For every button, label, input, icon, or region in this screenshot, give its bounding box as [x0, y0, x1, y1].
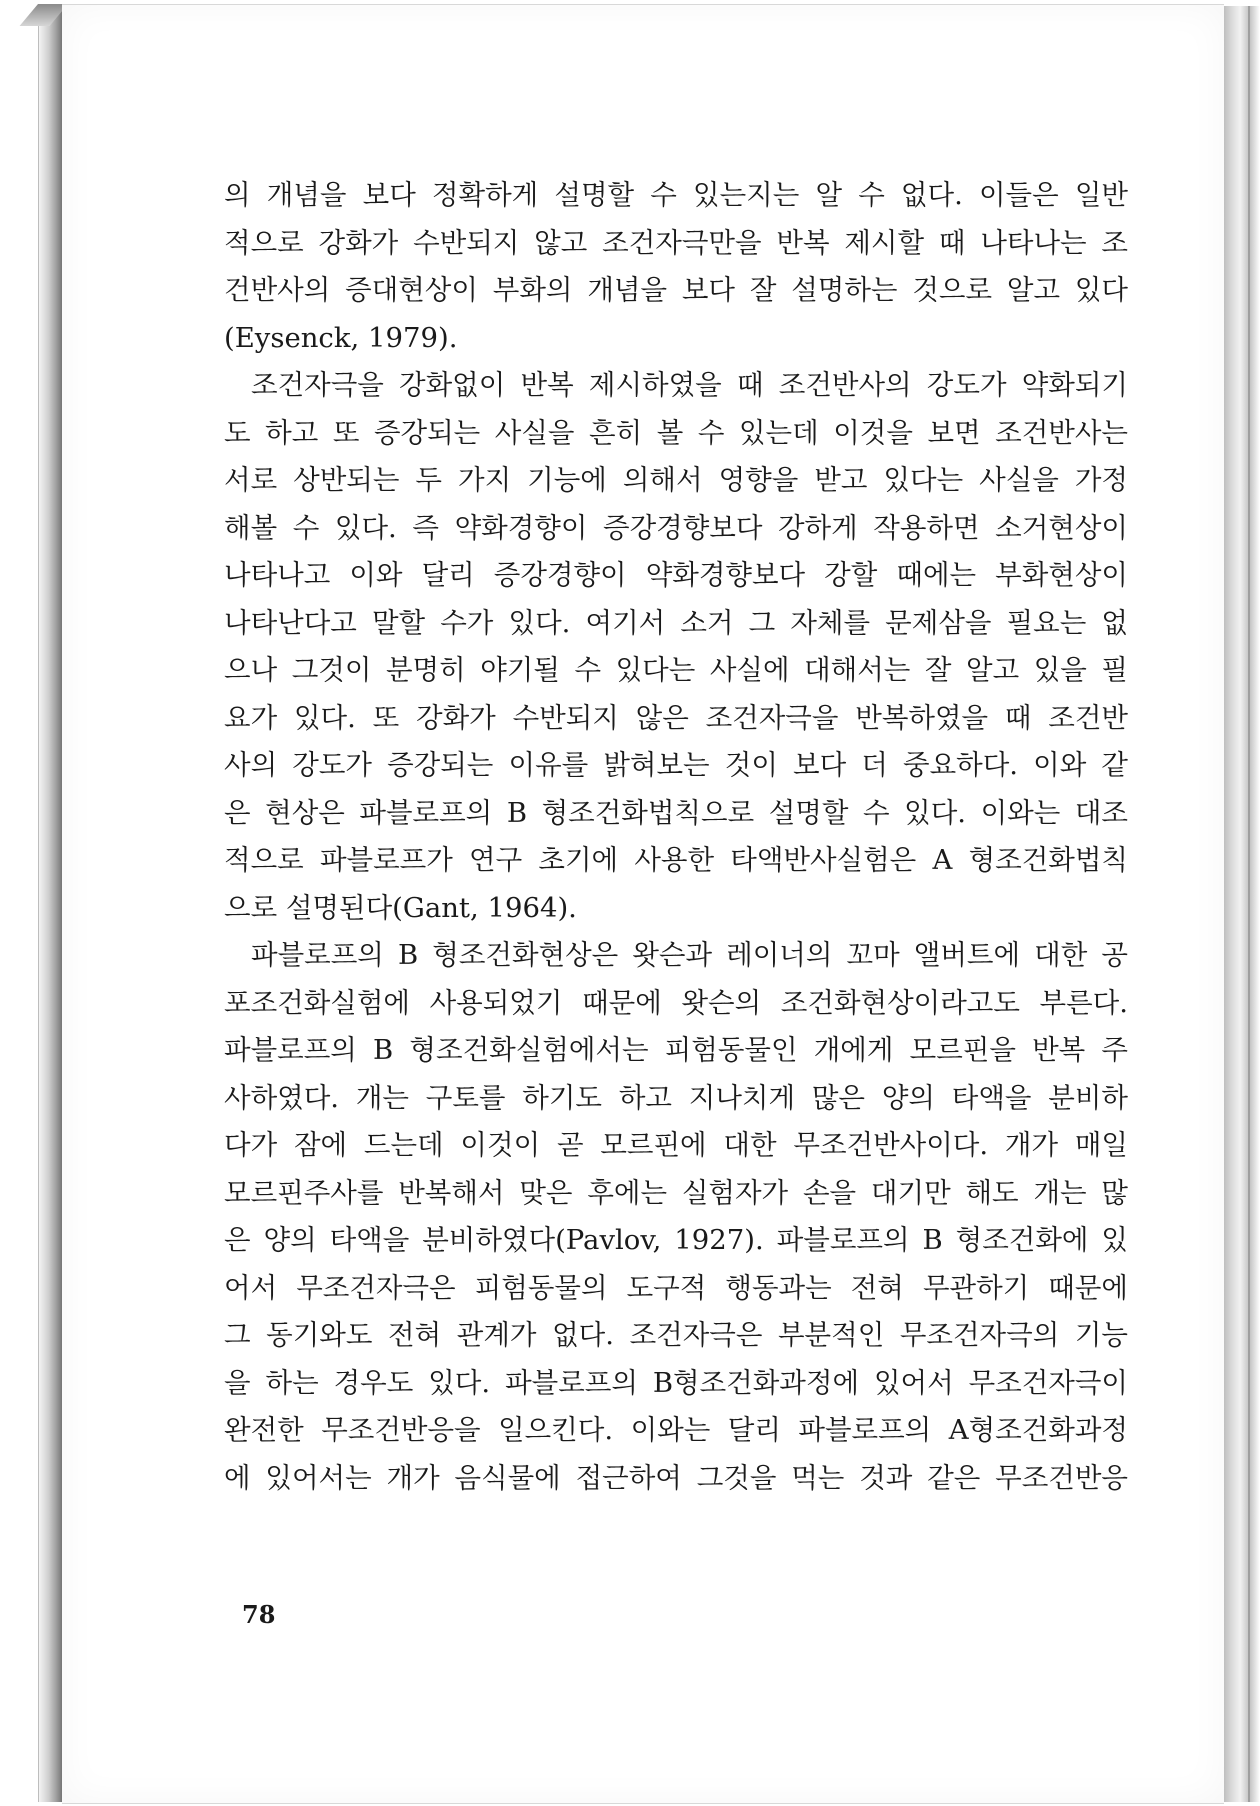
page-shadow: [1250, 6, 1260, 1802]
text-line: 은 양의 타액을 분비하였다(Pavlov, 1927). 파블로프의 B 형조건화에 있: [224, 1224, 1128, 1256]
text-line: 으나 그것이 분명히 야기될 수 있다는 사실에 대해서는 잘 알고 있을 필: [224, 654, 1128, 686]
text-line: 건반사의 증대현상이 부화의 개념을 보다 잘 설명하는 것으로 알고 있다: [224, 274, 1128, 306]
text-line: 사의 강도가 증강되는 이유를 밝혀보는 것이 보다 더 중요하다. 이와 같: [224, 749, 1128, 781]
text-line: (Eysenck, 1979).: [224, 321, 458, 354]
text-line: 완전한 무조건반응을 일으킨다. 이와는 달리 파블로프의 A형조건화과정: [224, 1414, 1128, 1446]
text-line: 요가 있다. 또 강화가 수반되지 않은 조건자극을 반복하였을 때 조건반: [224, 701, 1128, 734]
page-stack-right-edge: [1222, 6, 1250, 1802]
text-line: 사하였다. 개는 구토를 하기도 하고 지나치게 많은 양의 타액을 분비하: [224, 1081, 1128, 1114]
text-line: 포조건화실험에 사용되었기 때문에 왓슨의 조건화현상이라고도 부른다.: [224, 986, 1128, 1019]
body-text: [224, 172, 1128, 1502]
text-line: 도 하고 또 증강되는 사실을 흔히 볼 수 있는데 이것을 보면 조건반사는: [224, 416, 1128, 449]
text-line: 나타나고 이와 달리 증강경향이 약화경향보다 강할 때에는 부화현상이: [224, 559, 1128, 591]
text-line: 서로 상반되는 두 가지 기능에 의해서 영향을 받고 있다는 사실을 가정: [224, 464, 1128, 496]
page-number: 78: [242, 1600, 276, 1629]
text-line: 적으로 파블로프가 연구 초기에 사용한 타액반사실험은 A 형조건화법칙: [224, 844, 1128, 876]
text-line: 모르핀주사를 반복해서 맞은 후에는 실험자가 손을 대기만 해도 개는 많: [224, 1176, 1128, 1209]
text-line: 그 동기와도 전혀 관계가 없다. 조건자극은 부분적인 무조건자극의 기능: [224, 1319, 1128, 1351]
text-line: 을 하는 경우도 있다. 파블로프의 B형조건화과정에 있어서 무조건자극이: [224, 1366, 1128, 1399]
text-line: 어서 무조건자극은 피험동물의 도구적 행동과는 전혀 무관하기 때문에: [224, 1271, 1128, 1304]
text-line: 파블로프의 B 형조건화실험에서는 피험동물인 개에게 모르핀을 반복 주: [224, 1034, 1128, 1066]
text-line: 적으로 강화가 수반되지 않고 조건자극만을 반복 제시할 때 나타나는 조: [224, 226, 1128, 259]
text-line: 나타난다고 말할 수가 있다. 여기서 소거 그 자체를 문제삼을 필요는 없: [224, 606, 1128, 639]
text-line: 파블로프의 B 형조건화현상은 왓슨과 레이너의 꼬마 앨버트에 대한 공: [251, 939, 1128, 971]
page-stack-left-edge: [38, 4, 63, 1802]
text-line: 의 개념을 보다 정확하게 설명할 수 있는지는 알 수 없다. 이들은 일반: [224, 179, 1128, 211]
text-line: 다가 잠에 드는데 이것이 곧 모르핀에 대한 무조건반사이다. 개가 매일: [224, 1129, 1128, 1161]
text-line: 은 현상은 파블로프의 B 형조건화법칙으로 설명할 수 있다. 이와는 대조: [224, 796, 1128, 829]
text-line: 에 있어서는 개가 음식물에 접근하여 그것을 먹는 것과 같은 무조건반응: [224, 1461, 1128, 1494]
text-line: 조건자극을 강화없이 반복 제시하였을 때 조건반사의 강도가 약화되기: [251, 369, 1128, 401]
text-line: 해볼 수 있다. 즉 약화경향이 증강경향보다 강하게 작용하면 소거현상이: [224, 511, 1128, 544]
text-line: 으로 설명된다(Gant, 1964).: [224, 891, 577, 924]
